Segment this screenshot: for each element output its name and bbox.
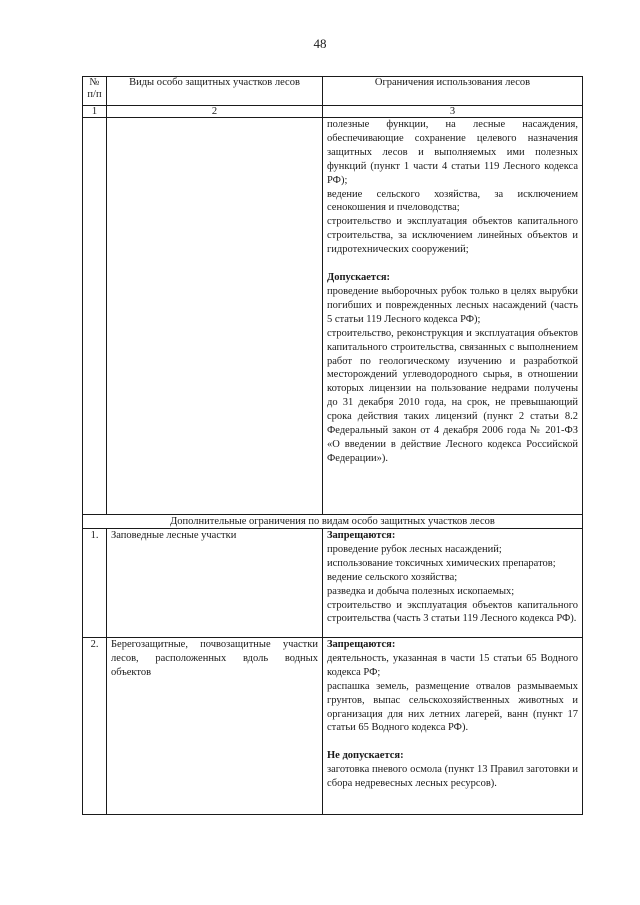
prohibited-heading: Запрещаются: — [327, 530, 396, 541]
prohibited-paragraph: проведение рубок лесных насаждений; — [327, 543, 502, 555]
row-restrictions — [323, 638, 583, 815]
section-title-row — [83, 515, 583, 529]
allowed-paragraph: строительство, реконструкция и эксплуатация объектов капитального строительства, связанных с выполнением работ по геологическому изучению и разработкой месторождений углеводородного сырья, в отношении которых лицензии на пользование недрами получены до 31 декабря 2010 года, на срок, не превышающий срока действия таких лицензий (пункт 2 статьи 8.2 Федеральный закон от 4 декабря 2006 года № 201-ФЗ «О введении в действие Лесного кодекса Российской Федерации»). — [327, 327, 578, 464]
not-allowed-heading: Не допускается: — [327, 750, 404, 762]
table-row — [83, 638, 583, 815]
prohibited-heading: Запрещаются: — [327, 639, 396, 650]
row-kind: Заповедные лесные участки — [107, 529, 323, 638]
prohibited-paragraph: распашка земель, размещение отвалов размываемых грунтов, выпас сельскохозяйственных животных и организация для них летних лагерей, ванн (пункт 17 статьи 65 Водного кодекса РФ). — [327, 680, 578, 734]
continuation-number-cell — [83, 118, 107, 515]
row-number: 1. — [83, 529, 107, 638]
prohibited-paragraph: разведка и добыча полезных ископаемых; — [327, 585, 515, 597]
continuation-restrictions-cell — [323, 118, 583, 515]
row-number: 2. — [83, 638, 107, 815]
page-number: 48 — [313, 36, 327, 51]
row-restrictions — [323, 529, 583, 638]
continuation-row — [83, 118, 583, 515]
column-number-1: 1 — [83, 106, 107, 118]
prohibited-paragraph: деятельность, указанная в части 15 статьи 65 Водного кодекса РФ; — [327, 652, 578, 678]
header-restrictions-cell: Ограничения использования лесов — [323, 77, 583, 106]
column-number-3: 3 — [323, 106, 583, 118]
table-header-row — [83, 77, 583, 106]
allowed-paragraph: проведение выборочных рубок только в целях вырубки погибших и поврежденных лесных насаждений (часть 5 статьи 119 Лесного кодекса РФ); — [327, 285, 578, 325]
not-allowed-paragraph: заготовка пневого осмола (пункт 13 Правил заготовки и сбора недревесных лесных ресурсов). — [327, 764, 578, 790]
column-number-2: 2 — [107, 106, 323, 118]
continuation-kind-cell — [107, 118, 323, 515]
prohibited-paragraph: строительство и эксплуатация объектов капитального строительства (часть 3 статьи 119 Лесного кодекса РФ). — [327, 599, 578, 625]
section-title: Дополнительные ограничения по видам особо защитных участков лесов — [83, 515, 583, 529]
restrictions-table — [82, 76, 583, 815]
allowed-heading: Допускается: — [327, 272, 391, 284]
header-number-cell: № п/п — [83, 77, 107, 106]
header-kind-cell: Виды особо защитных участков лесов — [107, 77, 323, 106]
restriction-paragraph: строительство и эксплуатация объектов капитального строительства, за исключением линейных объектов и гидротехнических сооружений; — [327, 216, 578, 256]
prohibited-paragraph: использование токсичных химических препаратов; — [327, 557, 556, 569]
column-numbers-row — [83, 106, 583, 118]
restriction-paragraph: ведение сельского хозяйства, за исключением сенокошения и пчеловодства; — [327, 188, 578, 214]
restriction-paragraph: полезные функции, на лесные насаждения, обеспечивающие сохранение целевого назначения защитных лесов и выполняемых ими полезных функций (пункт 1 части 4 статьи 119 Лесного кодекса РФ); — [327, 119, 578, 186]
table-row — [83, 529, 583, 638]
row-kind: Берегозащитные, почвозащитные участки лесов, расположенных вдоль водных объектов — [107, 638, 323, 815]
prohibited-paragraph: ведение сельского хозяйства; — [327, 571, 458, 583]
